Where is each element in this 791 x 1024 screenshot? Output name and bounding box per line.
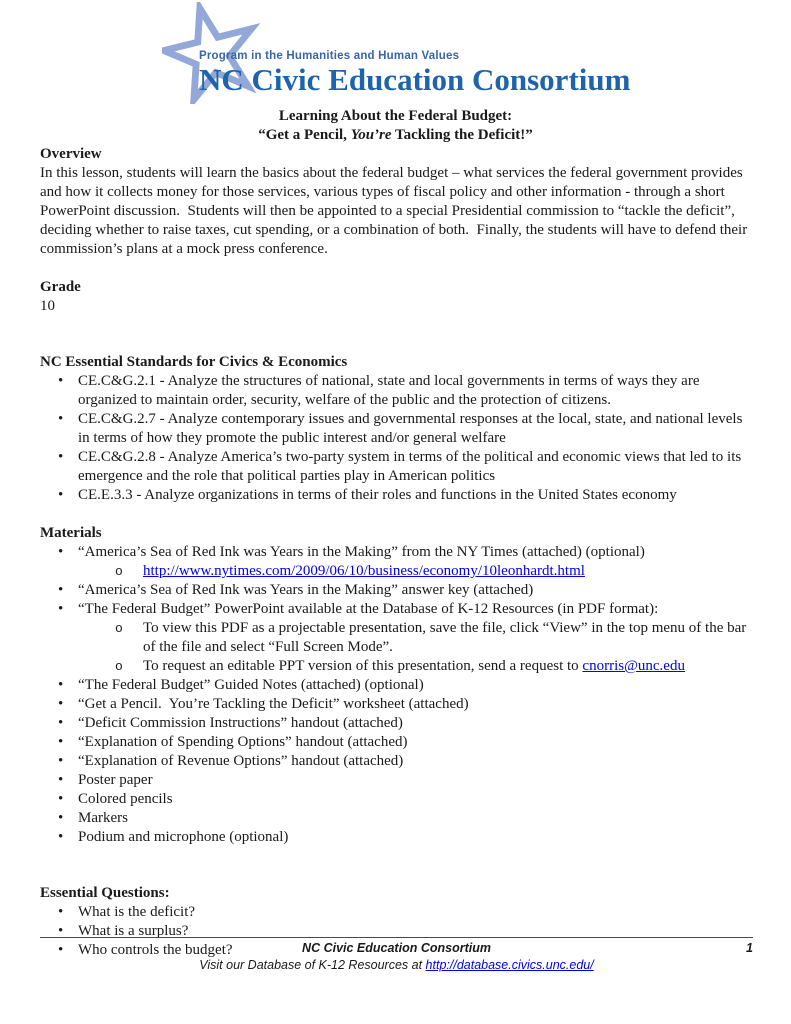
bullet-icon: • xyxy=(58,411,64,427)
material-item xyxy=(40,809,753,828)
material-item xyxy=(40,733,753,752)
sub-bullet-icon: o xyxy=(115,564,123,579)
grade-value: 10 xyxy=(40,298,55,314)
bullet-icon: • xyxy=(58,734,64,750)
bullet-icon: • xyxy=(58,942,64,958)
nytimes-article-link[interactable]: http://www.nytimes.com/2009/06/10/business/economy/10leonhardt.html xyxy=(143,563,585,579)
material-item xyxy=(40,771,753,790)
question-text: What is a surplus? xyxy=(78,923,189,939)
bullet-icon: • xyxy=(58,487,64,503)
overview-paragraph: In this lesson, students will learn the basics about the federal budget – what services the federal government provides and how it collects money for those services, various types of fiscal policy and other information - through a short PowerPoint discussion. Students will then be appointed to a special Presidential commission to “tackle the deficit”, deciding whether to raise taxes, cut spending, or a combination of both. Finally, the students will have to defend their commission’s plans at a mock press conference. xyxy=(40,165,751,257)
material-item xyxy=(40,695,753,714)
bullet-icon: • xyxy=(58,772,64,788)
bullet-icon: • xyxy=(58,696,64,712)
bullet-icon: • xyxy=(58,923,64,939)
bullet-icon: • xyxy=(58,601,64,617)
material-item xyxy=(40,600,753,619)
material-text: “America’s Sea of Red Ink was Years in the Making” answer key (attached) xyxy=(78,582,534,598)
material-text: Podium and microphone (optional) xyxy=(78,829,289,845)
material-item xyxy=(40,543,753,562)
header-logo xyxy=(0,0,791,104)
logo-name: NC Civic Education Consortium xyxy=(199,62,631,97)
document-body xyxy=(0,145,791,960)
standard-text: CE.C&G.2.7 - Analyze contemporary issues and governmental responses at the local, state, and national levels in terms of how they promote the public interest and/or general welfare xyxy=(78,411,747,446)
material-item xyxy=(40,714,753,733)
material-text: Colored pencils xyxy=(78,791,173,807)
material-subitem xyxy=(40,619,753,657)
material-text: “The Federal Budget” Guided Notes (attached) (optional) xyxy=(78,677,424,693)
logo-text xyxy=(199,50,630,97)
material-item xyxy=(40,828,753,847)
bullet-icon: • xyxy=(58,715,64,731)
standard-item xyxy=(40,372,753,410)
material-item xyxy=(40,790,753,809)
question-text: Who controls the budget? xyxy=(78,942,233,958)
material-text: “Get a Pencil. You’re Tackling the Deficit” worksheet (attached) xyxy=(78,696,469,712)
materials-heading: Materials xyxy=(40,525,102,541)
bullet-icon: • xyxy=(58,373,64,389)
material-text: “The Federal Budget” PowerPoint available at the Database of K-12 Resources (in PDF format): xyxy=(78,601,659,617)
bullet-icon: • xyxy=(58,829,64,845)
bullet-icon: • xyxy=(58,544,64,560)
sub-bullet-icon: o xyxy=(115,659,123,674)
page-number: 1 xyxy=(746,941,753,955)
material-text: “America’s Sea of Red Ink was Years in the Making” from the NY Times (attached) (optional) xyxy=(78,544,645,560)
document-title xyxy=(0,107,791,145)
title-italic-word: You’re xyxy=(350,127,392,143)
logo-tagline: Program in the Humanities and Human Values xyxy=(199,50,460,62)
material-item xyxy=(40,752,753,771)
title-line-2: “Get a Pencil, You’re Tackling the Deficit!” xyxy=(258,127,533,143)
title-line-1: Learning About the Federal Budget: xyxy=(278,108,513,124)
page-footer xyxy=(40,937,753,974)
standard-text: CE.C&G.2.8 - Analyze America’s two-party system in terms of the political and economic views that led to its emergence and the role that political parties play in American politics xyxy=(78,449,745,484)
footer-tagline: Visit our Database of K-12 Resources at http://database.civics.unc.edu/ xyxy=(199,958,594,972)
bullet-icon: • xyxy=(58,582,64,598)
material-item xyxy=(40,676,753,695)
question-item xyxy=(40,903,753,922)
material-subitem xyxy=(40,562,753,581)
material-subitem xyxy=(40,657,753,676)
standard-item xyxy=(40,448,753,486)
essential-questions-heading: Essential Questions: xyxy=(40,885,170,901)
database-link[interactable]: http://database.civics.unc.edu/ xyxy=(425,958,594,972)
material-subtext: To view this PDF as a projectable presentation, save the file, click “View” in the top menu of the bar of the file and select “Full Screen Mode”. xyxy=(143,620,751,655)
standards-heading: NC Essential Standards for Civics & Economics xyxy=(40,354,348,370)
material-text: Markers xyxy=(78,810,128,826)
material-text: “Explanation of Spending Options” handout (attached) xyxy=(78,734,408,750)
standard-text: CE.C&G.2.1 - Analyze the structures of national, state and local governments in terms of ways they are organized to maintain order, security, welfare of the public and the protection of citizens. xyxy=(78,373,704,408)
bullet-icon: • xyxy=(58,791,64,807)
footer-org-name: NC Civic Education Consortium xyxy=(302,941,491,955)
standard-item xyxy=(40,410,753,448)
grade-heading: Grade xyxy=(40,279,81,295)
standard-text: CE.E.3.3 - Analyze organizations in terms of their roles and functions in the United States economy xyxy=(78,487,677,503)
bullet-icon: • xyxy=(58,904,64,920)
bullet-icon: • xyxy=(58,677,64,693)
overview-heading: Overview xyxy=(40,146,102,162)
bullet-icon: • xyxy=(58,810,64,826)
material-subtext: To request an editable PPT version of this presentation, send a request to cnorris@unc.edu xyxy=(143,658,685,674)
material-text: Poster paper xyxy=(78,772,153,788)
question-text: What is the deficit? xyxy=(78,904,196,920)
standard-item xyxy=(40,486,753,505)
email-link[interactable]: cnorris@unc.edu xyxy=(582,658,685,674)
material-item xyxy=(40,581,753,600)
footer-org-line xyxy=(40,940,753,957)
material-text: “Deficit Commission Instructions” handout (attached) xyxy=(78,715,403,731)
sub-bullet-icon: o xyxy=(115,621,123,636)
bullet-icon: • xyxy=(58,449,64,465)
material-text: “Explanation of Revenue Options” handout (attached) xyxy=(78,753,404,769)
bullet-icon: • xyxy=(58,753,64,769)
